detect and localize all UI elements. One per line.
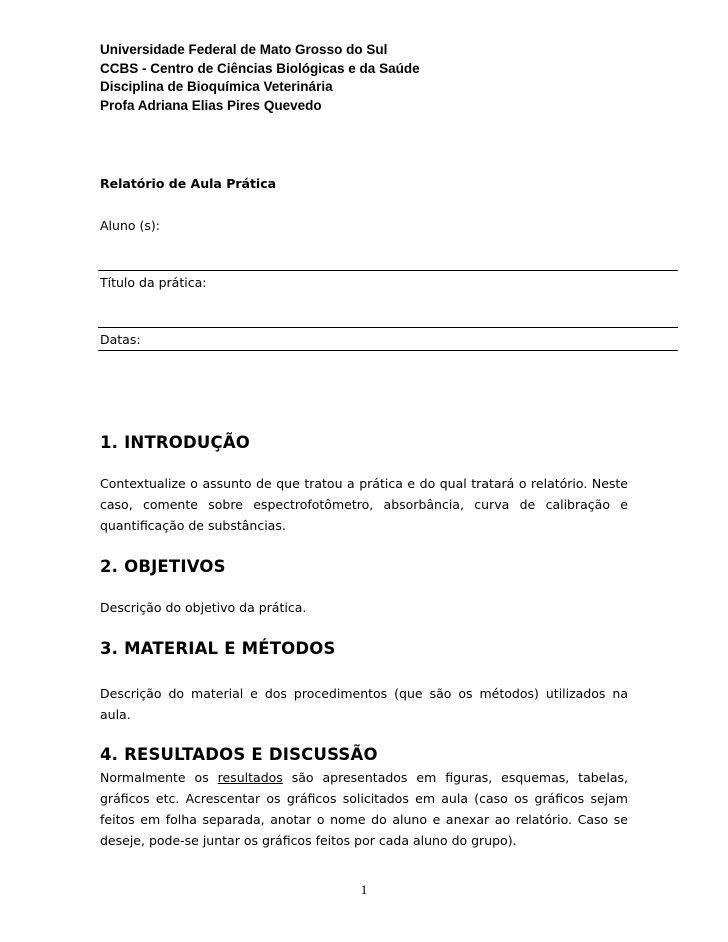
section-text-resultados — [100, 767, 628, 851]
section-text-introducao: Contextualize o assunto de que tratou a prática e do qual tratará o relatório. Neste caso, comente sobre espectrofotômetro, absorbância, curva de calibração e quantificação de substâncias. — [100, 476, 628, 533]
resultados-text-start: Normalmente os — [100, 770, 209, 785]
field-datas — [98, 332, 678, 347]
header-discipline: Disciplina de Bioquímica Veterinária — [100, 79, 333, 94]
header-center: CCBS - Centro de Ciências Biológicas e da Saúde — [100, 60, 420, 76]
header-university: Universidade Federal de Mato Grosso do Sul — [100, 42, 388, 57]
section-text-objetivos: Descrição do objetivo da prática. — [100, 600, 307, 615]
field-aluno — [98, 218, 678, 233]
resultados-underlined-word: resultados — [217, 770, 283, 785]
institution-header — [100, 41, 420, 115]
field-aluno-label: Aluno (s): — [100, 218, 160, 233]
field-titulo-label: Título da prática: — [100, 275, 207, 290]
report-title: Relatório de Aula Prática — [100, 176, 277, 191]
field-titulo — [98, 275, 678, 290]
section-text-material: Descrição do material e dos procedimentos (que são os métodos) utilizados na aula. — [100, 686, 628, 722]
page-number: 1 — [360, 882, 368, 897]
section-heading-introducao: 1. INTRODUÇÃO — [100, 433, 251, 452]
field-datas-rule — [98, 350, 678, 351]
resultados-text-rest: são apresentados em figuras, esquemas, tabelas, gráficos etc. Acrescentar os gráficos solicitados em aula (caso os gráficos sejam feitos em folha separada, anotar o nome do aluno e anexar ao relatório. Caso se deseje, pode-se juntar os gráficos feitos por cada aluno do grupo). — [100, 770, 628, 848]
header-professor: Profa Adriana Elias Pires Quevedo — [100, 97, 322, 113]
section-heading-objetivos: 2. OBJETIVOS — [100, 557, 226, 576]
section-heading-resultados: 4. RESULTADOS E DISCUSSÃO — [100, 745, 378, 764]
section-heading-material: 3. MATERIAL E MÉTODOS — [100, 639, 336, 658]
field-titulo-rule — [98, 327, 678, 328]
field-datas-label: Datas: — [100, 332, 141, 347]
field-aluno-rule — [98, 270, 678, 271]
